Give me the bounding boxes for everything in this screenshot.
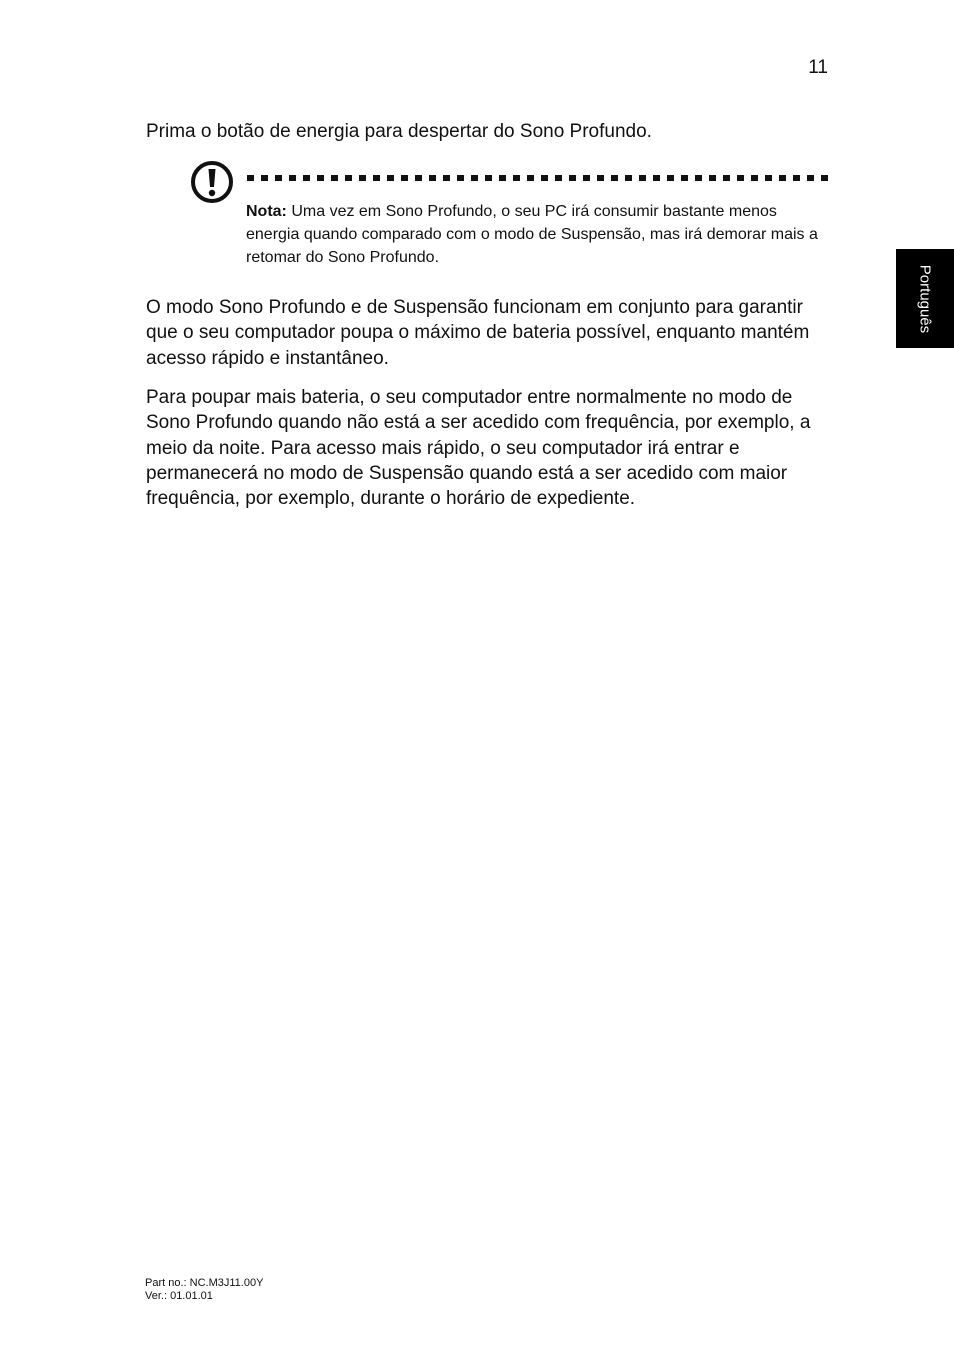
page-number: 11 (808, 57, 828, 78)
note-body: Uma vez em Sono Profundo, o seu PC irá consumir bastante menos energia quando comparado com o modo de Suspensão, mas irá demorar mais a retomar do Sono Profundo. (246, 203, 818, 266)
part-number: Part no.: NC.M3J11.00Y (145, 1277, 264, 1289)
intro-paragraph: Prima o botão de energia para despertar do Sono Profundo. (146, 121, 652, 142)
version: Ver.: 01.01.01 (145, 1290, 213, 1302)
note-label: Nota: (246, 203, 287, 220)
note-text (246, 200, 826, 269)
language-side-tab (896, 249, 954, 348)
exclamation-circle-icon (190, 160, 234, 204)
body-paragraph: O modo Sono Profundo e de Suspensão funcionam em conjunto para garantir que o seu computador poupa o máximo de bateria possível, enquanto mantém acesso rápido e instantâneo. (146, 297, 810, 369)
footer (145, 1277, 263, 1303)
note-divider (247, 175, 831, 181)
body-paragraph: Para poupar mais bateria, o seu computador entre normalmente no modo de Sono Profundo quando não está a ser acedido com frequência, por exemplo, a meio da noite. Para acesso mais rápido, o seu computador irá entrar e permanecerá no modo de Suspensão quando está a ser acedido com maior frequência, por exemplo, durante o horário de expediente. (146, 387, 811, 510)
language-tab-label: Português (916, 264, 934, 333)
